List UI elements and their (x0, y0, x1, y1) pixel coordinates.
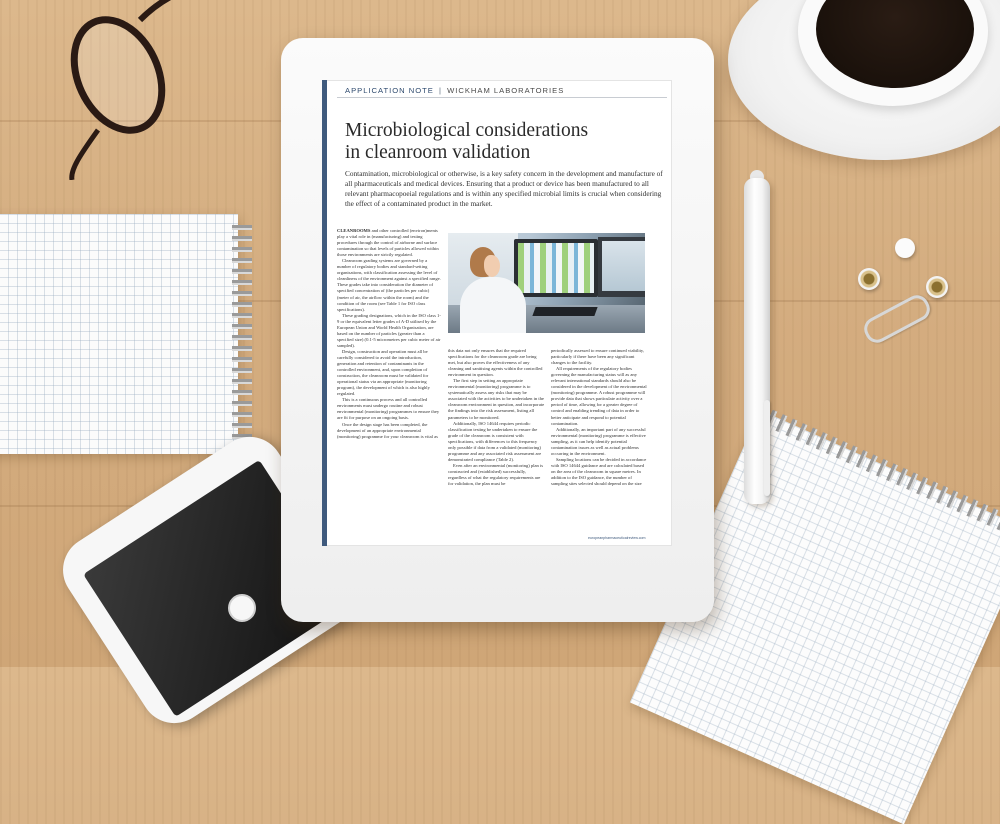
photo-monitor-screen (602, 241, 645, 291)
header-separator: | (438, 86, 442, 95)
footer-url: europeanpharmaceuticalreview.com (588, 536, 646, 540)
notepad-left (0, 214, 238, 454)
paragraph: Additionally, an important part of any successful environmental (monitoring) programme is effective sampling, as it can help identify potential contamination issues as well as actual problems occurring in the environment. (551, 426, 646, 456)
paragraph: Additionally, ISO 14644 requires periodic classification testing be undertaken to ensure the grade of the cleanroom is consistent with specifications, with differences to this frequency only possible if data from a validated (monitoring) programme and any associated risk assessment are demonstrated compliance (Table 2). (448, 420, 542, 462)
paragraph: The first step in setting an appropriate environmental (monitoring) programme is to systematically assess any risks that may be associated with the activities to be undertaken in the cleanroom environment in question, and incorporate the findings into the risk assessment, listing all parameters to be monitored. (448, 378, 545, 420)
paragraph: Sampling locations can be decided in accordance with ISO 14644 guidance and are calculated based on the area of the cleanroom in square metres. In addition to the ISO guidance, the number of sampling sites selected should depend on the size (551, 456, 647, 487)
paragraph (337, 228, 441, 258)
tablet-screen (322, 80, 672, 546)
paragraph: this data not only ensures that the required specifications for the cleanroom grade are being met, but also proves the effectiveness of any cleaning and sanitising agents within the controlled environment in question. (448, 348, 543, 378)
notepad-spiral (232, 222, 252, 448)
phone-home-button (228, 594, 256, 622)
paragraph: Once the design stage has been completed, the development of an appropriate environmental (monitoring) programme for your cleanroom is vital as (337, 421, 438, 439)
push-pin (926, 276, 948, 298)
pen-clip (764, 400, 770, 496)
photo-scientist (456, 247, 526, 333)
paragraph: Even after an environmental (monitoring) plan is constructed and (established) successfully, regardless of what the regulatory requirements are for validation, the plan must be (448, 462, 544, 487)
header-label: APPLICATION NOTE (345, 86, 434, 95)
article-header (345, 86, 564, 95)
photo-keyboard (532, 307, 597, 316)
photo-monitor-screen (518, 243, 594, 293)
photo-lab-coat (460, 277, 526, 333)
accent-bar (322, 80, 327, 546)
push-pin (895, 238, 915, 258)
article-title (345, 120, 665, 164)
header-rule (337, 97, 667, 98)
header-org: WICKHAM LABORATORIES (447, 86, 565, 95)
title-line: Microbiological considerations (345, 120, 589, 141)
lab-photo (448, 233, 645, 333)
paragraph-text: and other controlled (environ)ments play a vital role in (manufacturing) and testing procedures through the control of airborne and surface contamination so that levels of particles allowed within those environments are strictly regulated. (337, 228, 439, 258)
paragraph: All requirements of the regulatory bodies governing the manufacturing status will as any relevant international standards should also be considered in the development of the environmental (monitoring) programme. A robust programme will provide data that shows particulate activity over a period of time, allowing for a greater degree of control and enabling trending of data in order to better anticipate and respond to potential contamination. (551, 366, 647, 426)
paragraph: This is a continuous process and all controlled environments must undergo routine and robust environmental (monitoring) programmes to ensure they are fit for purpose on an ongoing basis. (337, 397, 440, 421)
lead-word: CLEANROOMS (337, 228, 371, 233)
text-column-2 (448, 348, 545, 540)
text-column-3 (551, 348, 648, 535)
photo-face (484, 255, 500, 277)
push-pin (858, 268, 880, 290)
text-column-1 (337, 228, 441, 540)
paragraph: These grading designations, which in the ISO class 1-9 or the equivalent letter grades of A-D utilised by the European Union and World Health Organisation, are based on the number of particles (greater than a specified size) (0.1-5 micrometres per cubic meter of air sampled). (337, 312, 441, 348)
paragraph: Design, construction and operation must all be carefully considered to avoid the introduction, generation and retention of contaminants in the controlled environment, and, upon completion of construction, the cleanroom must be validated for operational status via an appropriate (monitoring program), the development of which is also highly regulated. (337, 348, 430, 397)
paragraph: Cleanroom grading systems are governed by a number of regulatory bodies and standard-setting organisations, with classification assessing the level of cleanliness of the environment against a specified range. These grades take into consideration the diameter of specified concentration of (the particles per cubic) (meter of air, the airflow within the room) and the condition of the room (see Table 1 for ISO class specifications). (337, 258, 441, 312)
paragraph: periodically assessed to ensure continued viability, particularly if there have been any significant changes to the facility. (551, 348, 645, 366)
title-line: in cleanroom validation (345, 142, 531, 163)
standfirst: Contamination, microbiological or otherwise, is a key safety concern in the development and manufacture of all pharmaceuticals and medical devices. Ensuring that a product or device has been manufactured to all relevant pharmacopoeial regulations and is within any specified microbial limits is crucial when considering the effect of a contaminated product in the market. (345, 169, 663, 208)
eyeglasses (40, 0, 300, 180)
